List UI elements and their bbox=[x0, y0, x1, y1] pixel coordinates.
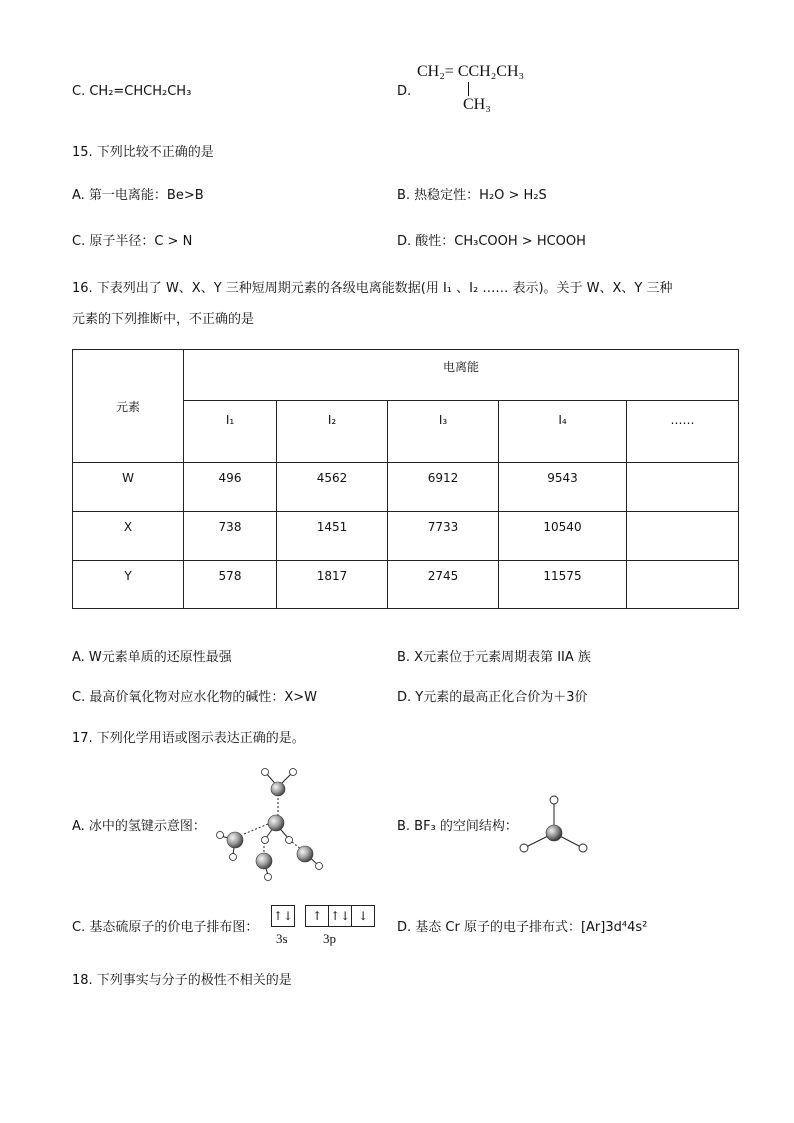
orbital-3p bbox=[305, 905, 375, 927]
table-row bbox=[73, 561, 739, 609]
col-header: I₁ bbox=[184, 401, 277, 463]
table-cell: 4562 bbox=[277, 463, 388, 512]
table-cell: 7733 bbox=[388, 512, 499, 561]
row-element: X bbox=[73, 512, 184, 561]
q15-option-b: B. 热稳定性：H₂O > H₂S bbox=[397, 188, 547, 203]
q17-option-b: B. BF₃ 的空间结构： bbox=[397, 819, 518, 834]
orbital-box: ↓ bbox=[352, 905, 375, 927]
header-ionization-energy: 电离能 bbox=[184, 350, 739, 401]
table-row bbox=[73, 463, 739, 512]
orbital-label-3s: 3s bbox=[276, 931, 288, 946]
orbital-box: ↑ bbox=[305, 905, 329, 927]
q16-stem-line2: 元素的下列推断中，不正确的是 bbox=[72, 312, 255, 327]
q16-option-a: A. W元素单质的还原性最强 bbox=[72, 650, 232, 665]
table-cell: 738 bbox=[184, 512, 277, 561]
q14-option-c: C. CH₂=CHCH₂CH₃ bbox=[72, 84, 192, 99]
table-cell bbox=[627, 561, 739, 609]
q15-stem: 15. 下列比较不正确的是 bbox=[72, 145, 214, 160]
table-cell: 1817 bbox=[277, 561, 388, 609]
orbital-box: ↑↓ bbox=[329, 905, 352, 927]
table-cell bbox=[627, 463, 739, 512]
row-element: Y bbox=[73, 561, 184, 609]
table-cell: 2745 bbox=[388, 561, 499, 609]
q18-stem: 18. 下列事实与分子的极性不相关的是 bbox=[72, 973, 292, 988]
table-cell: 496 bbox=[184, 463, 277, 512]
q17-option-a: A. 冰中的氢键示意图： bbox=[72, 819, 206, 834]
table-cell: 11575 bbox=[499, 561, 627, 609]
q17-stem: 17. 下列化学用语或图示表达正确的是。 bbox=[72, 731, 305, 746]
col-header: I₃ bbox=[388, 401, 499, 463]
q15-option-d: D. 酸性：CH₃COOH > HCOOH bbox=[397, 234, 586, 249]
q14-option-d-branch: CH₃ bbox=[463, 96, 491, 113]
header-element: 元素 bbox=[73, 350, 184, 463]
q16-option-d: D. Y元素的最高正化合价为＋3价 bbox=[397, 690, 588, 705]
col-header: …… bbox=[627, 401, 739, 463]
table-row bbox=[73, 512, 739, 561]
table-cell: 6912 bbox=[388, 463, 499, 512]
col-header: I₂ bbox=[277, 401, 388, 463]
q16-option-b: B. X元素位于元素周期表第 IIA 族 bbox=[397, 650, 591, 665]
table-cell: 10540 bbox=[499, 512, 627, 561]
q14-branch-bond bbox=[468, 82, 469, 96]
q16-option-c: C. 最高价氧化物对应水化物的碱性：X>W bbox=[72, 690, 317, 705]
q16-stem-line1: 16. 下表列出了 W、X、Y 三种短周期元素的各级电离能数据(用 I₁ 、I₂ …… 表示)。关于 W、X、Y 三种 bbox=[72, 281, 673, 296]
q15-option-a: A. 第一电离能：Be>B bbox=[72, 188, 204, 203]
orbital-box: ↑↓ bbox=[271, 905, 295, 927]
ionization-energy-table bbox=[72, 349, 739, 609]
table-cell: 578 bbox=[184, 561, 277, 609]
q14-option-d-structure: CH₂= CCH₂CH₃ bbox=[417, 63, 525, 80]
q15-option-c: C. 原子半径：C > N bbox=[72, 234, 193, 249]
sulfur-valence-orbital-diagram bbox=[271, 905, 375, 927]
ice-hydrogen-bond-figure bbox=[210, 762, 330, 882]
orbital-3s bbox=[271, 905, 295, 927]
q14-option-d-label: D. bbox=[397, 84, 412, 99]
row-element: W bbox=[73, 463, 184, 512]
col-header: I₄ bbox=[499, 401, 627, 463]
table-cell: 9543 bbox=[499, 463, 627, 512]
q17-option-d: D. 基态 Cr 原子的电子排布式：[Ar]3d⁴4s² bbox=[397, 920, 648, 935]
q17-option-c: C. 基态硫原子的价电子排布图： bbox=[72, 920, 259, 935]
bf3-structure-figure bbox=[515, 793, 595, 858]
table-cell: 1451 bbox=[277, 512, 388, 561]
orbital-label-3p: 3p bbox=[323, 931, 336, 946]
table-cell bbox=[627, 512, 739, 561]
